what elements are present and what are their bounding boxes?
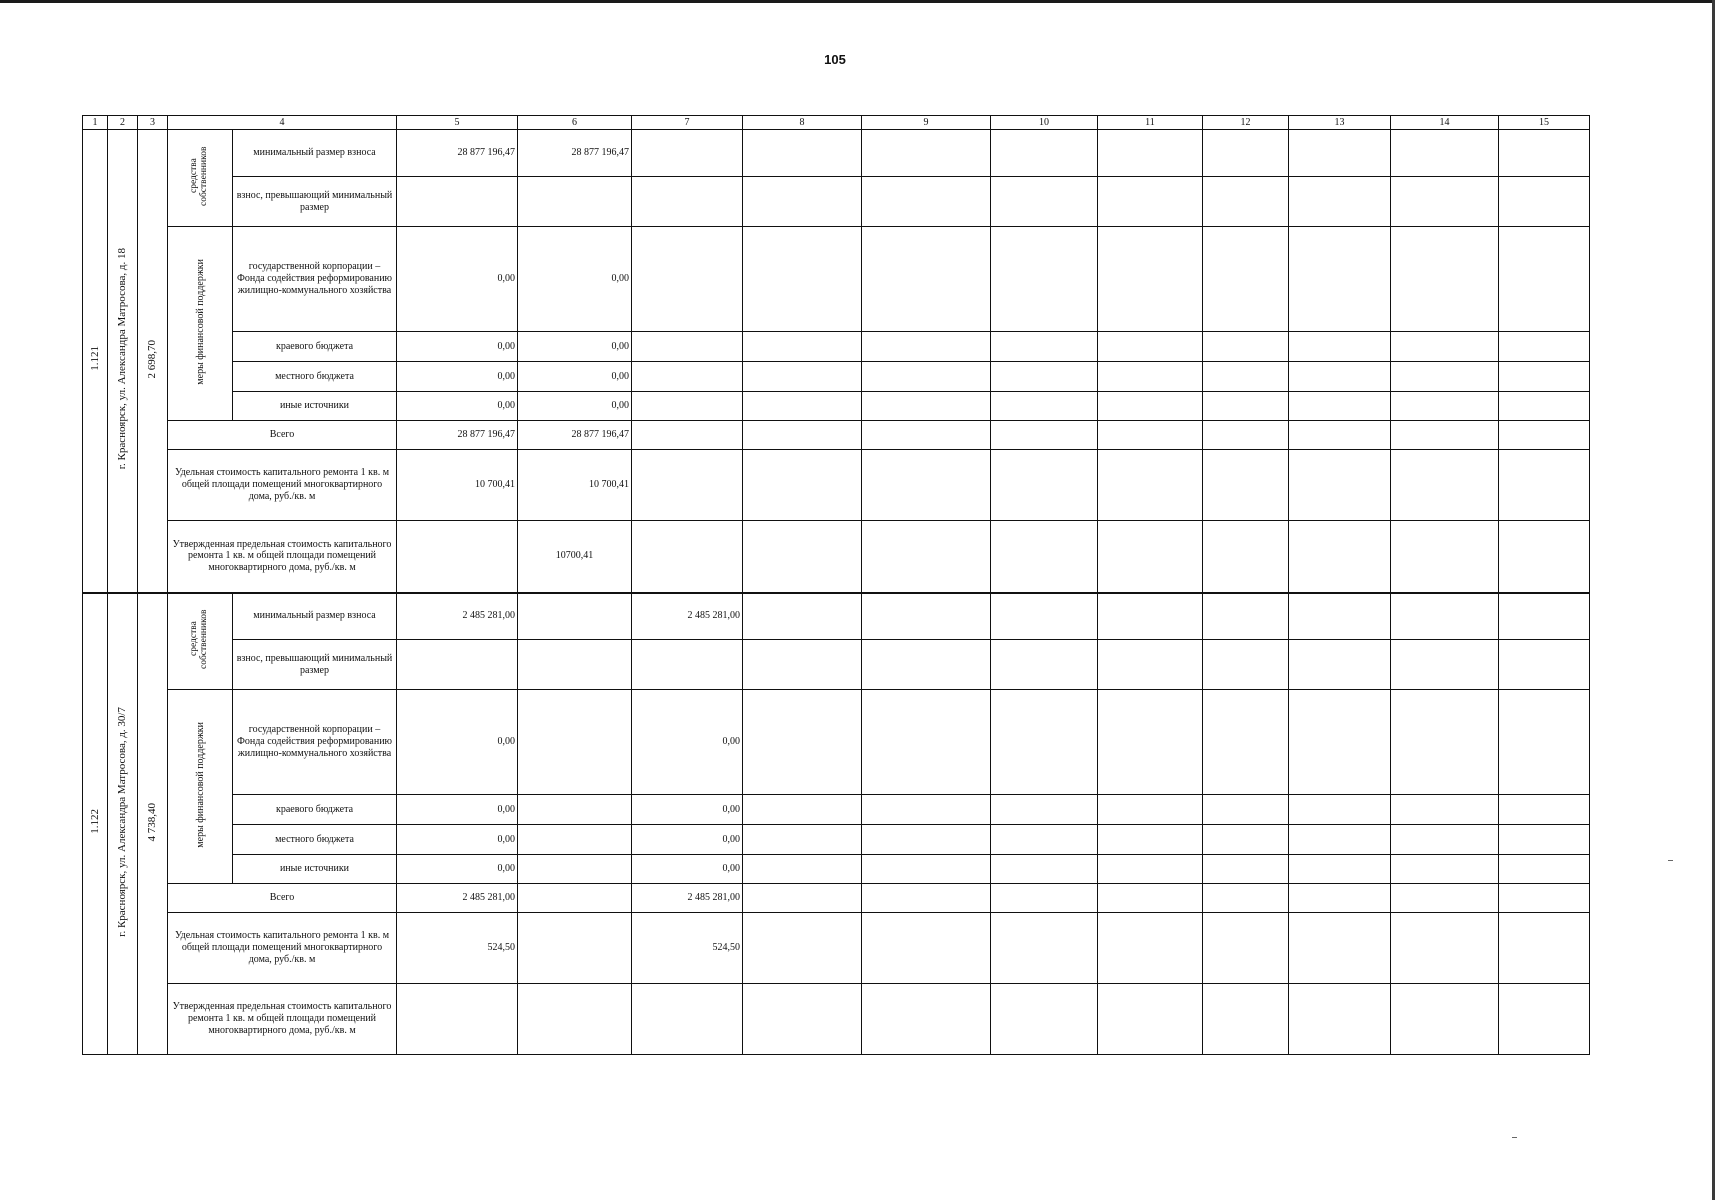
support-measures-label: меры финансовой поддержки	[194, 721, 206, 848]
col-header: 5	[397, 116, 518, 130]
owners-funds-group	[168, 593, 233, 690]
row-label: местного бюджета	[233, 362, 397, 392]
value-cell	[632, 130, 743, 177]
row-label: государственной корпорации – Фонда содействия реформированию жилищно-коммунального хозяйства	[233, 227, 397, 332]
value-cell	[632, 984, 743, 1055]
col-header: 3	[138, 116, 168, 130]
col-header: 13	[1289, 116, 1391, 130]
value-cell	[632, 421, 743, 450]
row-label: минимальный размер взноса	[233, 593, 397, 640]
value-cell: 28 877 196,47	[397, 421, 518, 450]
table-row	[83, 392, 1590, 421]
value-cell: 0,00	[397, 795, 518, 825]
col-header: 1	[83, 116, 108, 130]
value-cell: 0,00	[397, 392, 518, 421]
col-header: 12	[1203, 116, 1289, 130]
value-cell: 0,00	[397, 690, 518, 795]
row-label: государственной корпорации – Фонда содействия реформированию жилищно-коммунального хозяйства	[233, 690, 397, 795]
support-measures-group	[168, 227, 233, 421]
value-cell	[632, 177, 743, 227]
capital-repair-table	[82, 115, 1590, 1055]
object-address: г. Красноярск, ул. Александра Матросова, д. 30/7	[116, 706, 129, 937]
address-cell	[108, 593, 138, 1055]
row-label-unit-cost: Удельная стоимость капитального ремонта 1 кв. м общей площади помещений многоквартирного дома, руб./кв. м	[168, 913, 397, 984]
row-label: краевого бюджета	[233, 795, 397, 825]
table-row	[83, 640, 1590, 690]
value-cell	[632, 227, 743, 332]
support-measures-label: меры финансовой поддержки	[194, 258, 206, 385]
object-address: г. Красноярск, ул. Александра Матросова, д. 18	[116, 248, 129, 470]
value-cell: 524,50	[397, 913, 518, 984]
value-cell	[397, 177, 518, 227]
value-cell: 2 485 281,00	[397, 884, 518, 913]
value-cell: 10 700,41	[518, 450, 632, 521]
area-cell	[138, 593, 168, 1055]
value-cell	[632, 332, 743, 362]
col-header: 2	[108, 116, 138, 130]
address-cell	[108, 130, 138, 593]
table-row	[83, 593, 1590, 640]
table-row	[83, 450, 1590, 521]
value-cell: 0,00	[632, 690, 743, 795]
object-area: 2 698,70	[146, 339, 159, 379]
row-label-total: Всего	[168, 421, 397, 450]
value-cell: 0,00	[518, 227, 632, 332]
col-header: 4	[168, 116, 397, 130]
value-cell: 0,00	[397, 855, 518, 884]
value-cell: 28 877 196,47	[518, 130, 632, 177]
value-cell	[518, 884, 632, 913]
table-row	[83, 913, 1590, 984]
owners-funds-label: средства собственников	[189, 146, 209, 206]
col-header: 14	[1391, 116, 1499, 130]
table-row	[83, 332, 1590, 362]
value-cell	[518, 795, 632, 825]
value-cell	[518, 690, 632, 795]
value-cell	[397, 640, 518, 690]
value-cell	[518, 913, 632, 984]
value-cell	[518, 825, 632, 855]
value-cell: 0,00	[518, 392, 632, 421]
col-header: 15	[1499, 116, 1590, 130]
value-cell: 0,00	[397, 332, 518, 362]
value-cell: 524,50	[632, 913, 743, 984]
value-cell: 0,00	[518, 332, 632, 362]
value-cell: 0,00	[632, 825, 743, 855]
table-row	[83, 690, 1590, 795]
value-cell: 28 877 196,47	[518, 421, 632, 450]
value-cell	[518, 177, 632, 227]
object-number: 1.122	[88, 809, 101, 835]
value-cell	[518, 593, 632, 640]
value-cell: 0,00	[397, 825, 518, 855]
col-header: 11	[1098, 116, 1203, 130]
col-header: 8	[743, 116, 862, 130]
page-number: 105	[824, 52, 846, 67]
col-header: 7	[632, 116, 743, 130]
owners-funds-label: средства собственников	[189, 609, 209, 670]
value-cell	[632, 362, 743, 392]
value-cell: 28 877 196,47	[397, 130, 518, 177]
row-label-unit-cost: Удельная стоимость капитального ремонта 1 кв. м общей площади помещений многоквартирного дома, руб./кв. м	[168, 450, 397, 521]
table-row	[83, 227, 1590, 332]
col-header: 9	[862, 116, 991, 130]
value-cell: 2 485 281,00	[632, 593, 743, 640]
value-cell	[632, 392, 743, 421]
row-label: краевого бюджета	[233, 332, 397, 362]
table-row	[83, 177, 1590, 227]
value-cell	[518, 984, 632, 1055]
object-number: 1.121	[88, 346, 101, 372]
value-cell: 0,00	[397, 362, 518, 392]
value-cell: 0,00	[397, 227, 518, 332]
value-cell	[518, 640, 632, 690]
row-label-limit-cost: Утвержденная предельная стоимость капитального ремонта 1 кв. м общей площади помещений многоквартирного дома, руб./кв. м	[168, 521, 397, 593]
table-row	[83, 795, 1590, 825]
scan-speck	[1668, 860, 1673, 861]
row-label: минимальный размер взноса	[233, 130, 397, 177]
row-label: иные источники	[233, 392, 397, 421]
scan-top-border	[0, 0, 1715, 3]
value-cell: 2 485 281,00	[397, 593, 518, 640]
table-row	[83, 884, 1590, 913]
table-row	[83, 130, 1590, 177]
col-header: 6	[518, 116, 632, 130]
value-cell: 0,00	[632, 795, 743, 825]
table-row	[83, 984, 1590, 1055]
object-number-cell	[83, 593, 108, 1055]
row-label: иные источники	[233, 855, 397, 884]
col-header: 10	[991, 116, 1098, 130]
value-cell: 0,00	[518, 362, 632, 392]
table-row	[83, 855, 1590, 884]
value-cell	[632, 521, 743, 593]
object-number-cell	[83, 130, 108, 593]
row-label-total: Всего	[168, 884, 397, 913]
area-cell	[138, 130, 168, 593]
value-cell: 0,00	[632, 855, 743, 884]
object-area: 4 738,40	[146, 802, 159, 842]
row-label: местного бюджета	[233, 825, 397, 855]
table-row	[83, 421, 1590, 450]
table-row	[83, 362, 1590, 392]
value-cell: 10700,41	[518, 521, 632, 593]
value-cell	[397, 521, 518, 593]
row-label: взнос, превышающий минимальный размер	[233, 177, 397, 227]
value-cell: 2 485 281,00	[632, 884, 743, 913]
value-cell	[518, 855, 632, 884]
row-label-limit-cost: Утвержденная предельная стоимость капитального ремонта 1 кв. м общей площади помещений многоквартирного дома, руб./кв. м	[168, 984, 397, 1055]
value-cell	[632, 450, 743, 521]
owners-funds-group	[168, 130, 233, 227]
row-label: взнос, превышающий минимальный размер	[233, 640, 397, 690]
value-cell	[397, 984, 518, 1055]
value-cell: 10 700,41	[397, 450, 518, 521]
support-measures-group	[168, 690, 233, 884]
column-number-row	[83, 116, 1590, 130]
table-row	[83, 521, 1590, 593]
value-cell	[632, 640, 743, 690]
table-row	[83, 825, 1590, 855]
scan-speck	[1512, 1137, 1517, 1138]
